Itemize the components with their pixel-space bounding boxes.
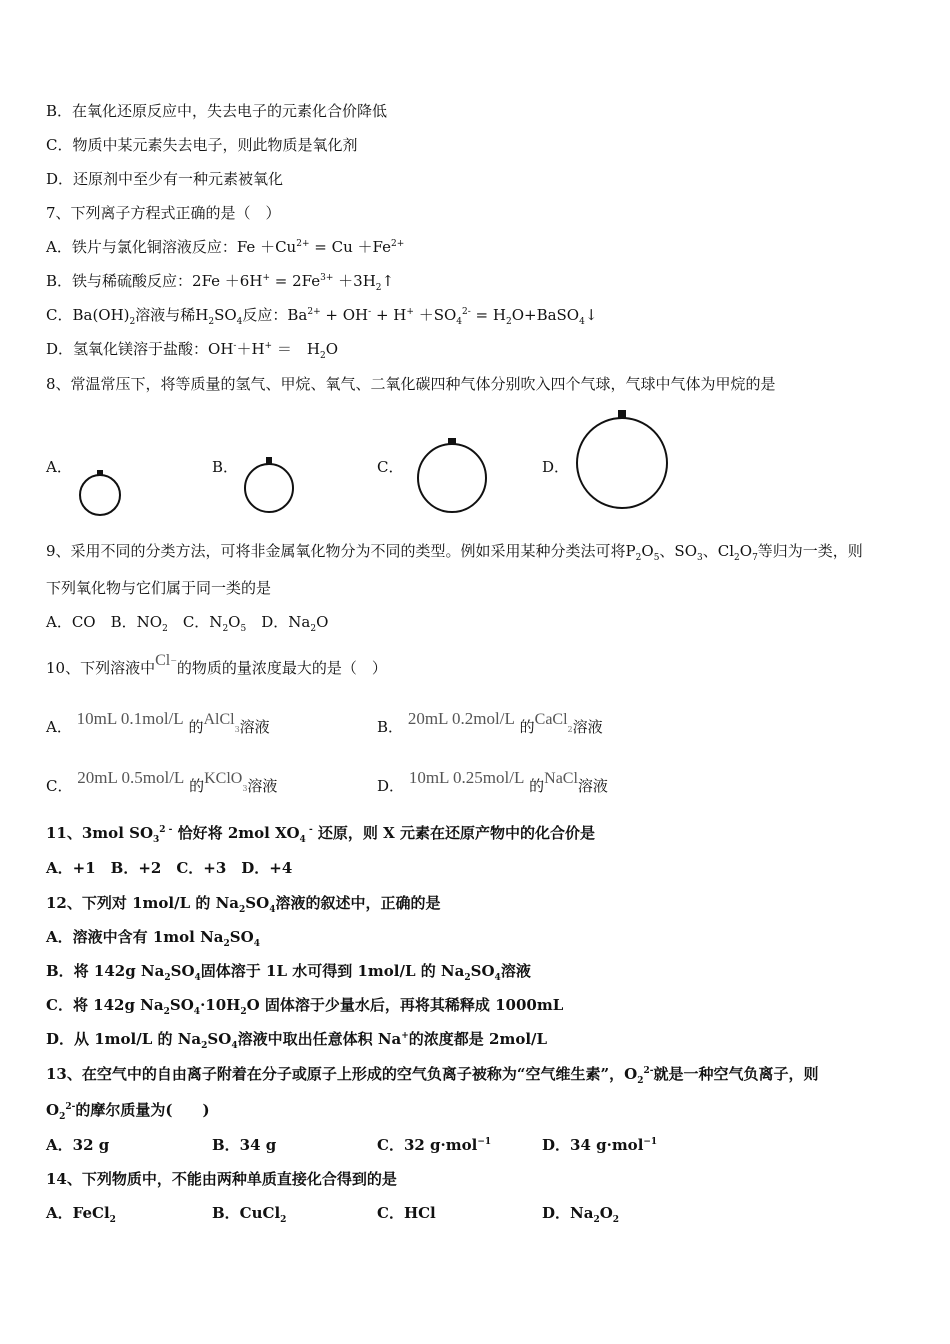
q11-options: A．+1 B．+2 C．+3 D．+4 bbox=[46, 859, 293, 877]
q6-option-d: D．还原剂中至少有一种元素被氧化 bbox=[46, 170, 284, 188]
q14-option-d: D．$Na_2O_2$ bbox=[542, 1204, 620, 1225]
q13-option-a: A．32 g bbox=[46, 1136, 110, 1154]
q14-option-a: A．FeCl$_2$ bbox=[46, 1204, 116, 1225]
q12-option-a: A．溶液中含有 1mol $Na_2SO_4$ bbox=[46, 928, 260, 949]
q13-option-c: C．32 g·mol$^{-1}$ bbox=[377, 1136, 492, 1154]
q14-stem: 14、下列物质中，不能由两种单质直接化合得到的是 bbox=[46, 1170, 397, 1188]
balloon-b bbox=[245, 457, 293, 512]
q6-option-c: C．物质中某元素失去电子，则此物质是氧化剂 bbox=[46, 136, 358, 154]
q12-option-b: B．将 142g $Na_2SO_4$固体溶于 1L 水可得到 1mol/L 的 $Na_2SO_4$溶液 bbox=[46, 962, 531, 983]
q10-option-b: B． 20mL 0.2mol/L 的CaCl2溶液 bbox=[377, 709, 603, 736]
q14-option-c: C．HCl bbox=[377, 1204, 436, 1222]
q9-stem-line2: 下列氧化物与它们属于同一类的是 bbox=[46, 579, 272, 597]
q11-stem: 11、3mol $SO_3^{2 -}$ 恰好将 2mol $XO_4$ - 还原，则 X 元素在还原产物中的化合价是 bbox=[46, 824, 595, 845]
q8-label-d: D． bbox=[542, 458, 570, 476]
q8-stem: 8、常温常压下，将等质量的氢气、甲烷、氧气、二氧化碳四种气体分别吹入四个气球，气球中气体为甲烷的是 bbox=[46, 375, 776, 393]
q13-stem-line2: $O_2^{2-}$的摩尔质量为( ) bbox=[46, 1101, 210, 1122]
q10-option-c: C． 20mL 0.5mol/L 的KClO3溶液 bbox=[46, 768, 278, 795]
q9-options: A．CO B．$NO_2$ C．$N_2O_5$ D．$Na_2O$ bbox=[46, 613, 329, 634]
q10-option-d: D． 10mL 0.25mol/L 的NaCl溶液 bbox=[377, 768, 608, 795]
q13-stem-line1: 13、在空气中的自由离子附着在分子或原子上形成的空气负离子被称为“空气维生素”，$O_2^{2-}$就是一种空气负离子，则 bbox=[46, 1065, 819, 1086]
q12-option-c: C．将 142g $Na_2SO_4\cdot 10H_2O$ 固体溶于少量水后，再将其稀释成 1000mL bbox=[46, 996, 564, 1017]
q6-option-b: B．在氧化还原反应中，失去电子的元素化合价降低 bbox=[46, 102, 388, 120]
q7-option-c: C．$Ba(OH)_2$溶液与稀$H_2SO_4$反应：$Ba^{2+} + OH^- + H^+ +SO_4^{2-}$ = $H_2O+BaSO_4↓$ bbox=[46, 306, 598, 327]
q7-stem: 7、下列离子方程式正确的是（ ） bbox=[46, 204, 281, 222]
q12-stem: 12、下列对 1mol/L 的 $Na_2SO_4$溶液的叙述中，正确的是 bbox=[46, 894, 441, 915]
q9-stem-line1: 9、采用不同的分类方法，可将非金属氧化物分为不同的类型。例如采用某种分类法可将$P_2O_5$、$SO_3$、$Cl_2O_7$等归为一类，则 bbox=[46, 542, 863, 563]
q13-option-d: D．34 g·mol$^{-1}$ bbox=[542, 1136, 658, 1154]
q7-option-a: A．铁片与氯化铜溶液反应：$Fe +Cu^{2+} = Cu +Fe^{2+}$ bbox=[46, 238, 405, 256]
q12-option-d: D．从 1mol/L 的 $Na_2SO_4$溶液中取出任意体积 Na+的浓度都是 2mol/L bbox=[46, 1030, 548, 1051]
q8-label-c: C． bbox=[377, 458, 404, 476]
q7-option-b: B．铁与稀硫酸反应：$2Fe +6H^+ = 2Fe^{3+}$ $+3H_2↑$ bbox=[46, 272, 395, 293]
q10-option-a: A． 10mL 0.1mol/L 的AlCl3溶液 bbox=[46, 709, 270, 736]
q8-label-a: A． bbox=[46, 458, 72, 476]
q13-option-b: B．34 g bbox=[212, 1136, 277, 1154]
balloon-a bbox=[80, 470, 120, 515]
q10-stem: 10、下列溶液中Cl−的物质的量浓度最大的是（ ） bbox=[46, 652, 387, 677]
q14-option-b: B．CuCl$_2$ bbox=[212, 1204, 287, 1225]
q7-option-d: D．氢氧化镁溶于盐酸：OH-＋H+ ＝ $H_2O$ bbox=[46, 340, 338, 361]
q8-label-b: B． bbox=[212, 458, 239, 476]
balloon-c bbox=[418, 438, 486, 512]
balloon-d bbox=[577, 410, 667, 508]
